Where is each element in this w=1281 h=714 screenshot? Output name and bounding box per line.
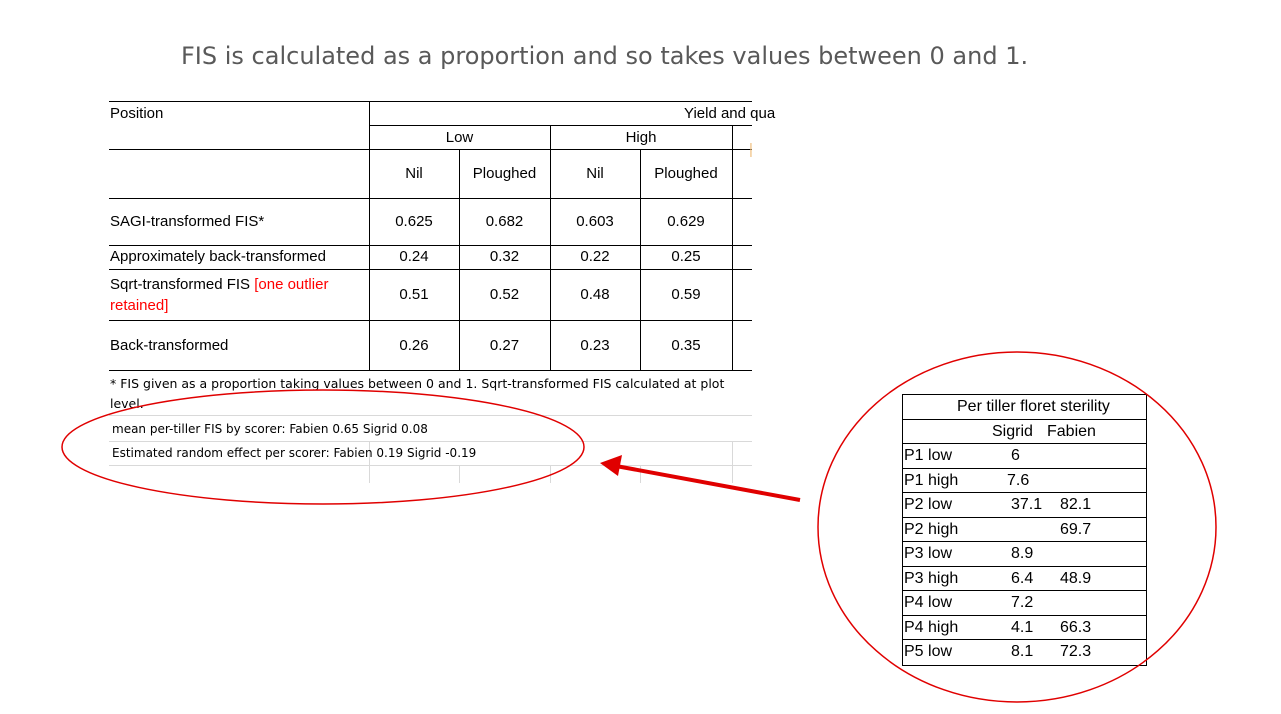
fabien-value: 69.7 bbox=[1060, 520, 1092, 538]
main-table: Position Yield and qua Low High Nil Ploughed Nil Ploughed | SAGI-transformed FIS* 0.625 0.682 0.603 0.629 Approximately back-transformed 0.24 0.32 0.22 0.25 Sqrt-transformed FIS [one outlier retained] 0.51 0.52 0.48 0.59 Back-transformed 0.26 0.27 0.23 0.35 * FIS given as a proportion taking values between 0 and 1. Sqrt-transformed FIS calculated at plot level. mean per-tiller FIS by scorer: Fabien 0.65 Sigrid 0.08 Estimated random effect per scorer: Fabien 0.19 Sigrid -0.19 bbox=[109, 101, 752, 481]
sigrid-value: 7.6 bbox=[1007, 471, 1030, 489]
sigrid-value: 8.1 bbox=[1011, 643, 1034, 660]
sigrid-value: 37.1 bbox=[1011, 496, 1043, 513]
table-cell: 0.27 bbox=[489, 337, 520, 354]
table-cell: 0.625 bbox=[395, 213, 433, 230]
sigrid-value: 4.1 bbox=[1011, 618, 1034, 636]
row-label: Approximately back-transformed bbox=[110, 248, 326, 265]
row-label: P2 high bbox=[904, 520, 959, 538]
position-header: Position bbox=[110, 105, 164, 122]
table-cell: 0.682 bbox=[485, 213, 524, 230]
table-row bbox=[903, 640, 1146, 665]
table-cell: 0.603 bbox=[576, 213, 614, 230]
sigrid-value: 6.4 bbox=[1011, 569, 1034, 587]
row-label: P3 low bbox=[904, 545, 953, 562]
table-row bbox=[903, 444, 1146, 469]
row-label: SAGI-transformed FIS* bbox=[110, 213, 265, 230]
table-cell: 0.52 bbox=[489, 286, 520, 303]
row-label-red: retained] bbox=[110, 297, 169, 314]
fabien-value: 72.3 bbox=[1060, 643, 1092, 660]
sigrid-value: 6 bbox=[1011, 447, 1020, 464]
table-row bbox=[903, 567, 1146, 592]
row-label: Sqrt-transformed FIS [one outlier bbox=[110, 276, 329, 293]
fabien-value: 48.9 bbox=[1060, 569, 1092, 587]
footnote-cont: level. bbox=[110, 396, 144, 411]
table-cell: 0.629 bbox=[667, 213, 705, 230]
table-cell: 0.51 bbox=[399, 286, 429, 303]
header-sigrid: Sigrid bbox=[992, 422, 1033, 440]
header-fabien: Fabien bbox=[1047, 422, 1096, 440]
table-row bbox=[903, 493, 1146, 518]
col-header: Ploughed bbox=[654, 165, 718, 182]
yield-header: Yield and qua bbox=[684, 105, 776, 122]
table-cell: 0.32 bbox=[489, 248, 520, 265]
note-mean-fis: mean per-tiller FIS by scorer: Fabien 0.65 Sigrid 0.08 bbox=[112, 422, 428, 436]
table-cell: 0.26 bbox=[399, 337, 429, 354]
table-row bbox=[903, 542, 1146, 567]
table-cell: 0.24 bbox=[399, 248, 429, 265]
side-table-title-row bbox=[903, 395, 1146, 420]
table-row bbox=[903, 518, 1146, 543]
floret-sterility-table bbox=[902, 394, 1147, 666]
fabien-value: 66.3 bbox=[1060, 618, 1092, 636]
footnote: * FIS given as a proportion taking values between 0 and 1. Sqrt-transformed FIS calculated at plot bbox=[110, 376, 725, 391]
row-label: P2 low bbox=[904, 496, 953, 513]
sigrid-value: 7.2 bbox=[1011, 594, 1034, 611]
col-header: Nil bbox=[405, 165, 423, 182]
col-header: Ploughed bbox=[472, 165, 537, 182]
table-cell: 0.22 bbox=[580, 248, 610, 265]
side-table-header-row bbox=[903, 420, 1146, 445]
note-random-effect: Estimated random effect per scorer: Fabien 0.19 Sigrid -0.19 bbox=[112, 446, 477, 460]
table-row bbox=[903, 591, 1146, 616]
table-row bbox=[903, 616, 1146, 641]
table-cell: 0.59 bbox=[671, 286, 701, 303]
row-label: P4 low bbox=[904, 594, 953, 611]
group-low: Low bbox=[445, 129, 474, 146]
row-label: P1 low bbox=[904, 447, 953, 464]
fabien-value: 82.1 bbox=[1060, 496, 1092, 513]
table-cell: 0.35 bbox=[671, 337, 701, 354]
row-label: Back-transformed bbox=[110, 337, 229, 354]
table-cell: 0.48 bbox=[580, 286, 610, 303]
table-cell: 0.25 bbox=[671, 248, 701, 265]
col-header: Nil bbox=[586, 165, 604, 182]
slide-title: FIS is calculated as a proportion and so takes values between 0 and 1. bbox=[181, 42, 1029, 70]
side-table-title: Per tiller floret sterility bbox=[957, 398, 1110, 415]
row-label: P4 high bbox=[904, 618, 959, 636]
table-cell: 0.23 bbox=[580, 337, 610, 354]
group-high: High bbox=[625, 129, 657, 146]
row-label: P1 high bbox=[904, 471, 959, 489]
row-label: P5 low bbox=[904, 643, 953, 660]
row-label: P3 high bbox=[904, 569, 959, 587]
sigrid-value: 8.9 bbox=[1011, 545, 1034, 562]
table-row bbox=[903, 469, 1146, 494]
